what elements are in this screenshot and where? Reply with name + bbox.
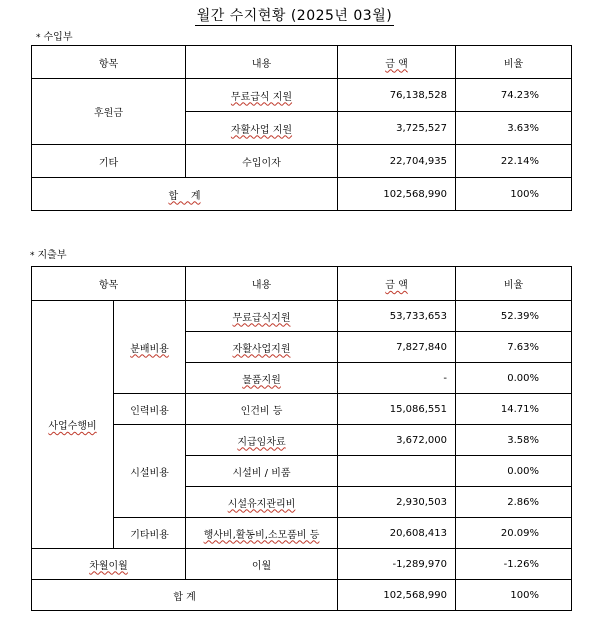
expense-group-distribution: 분배비용 <box>114 301 186 394</box>
expense-content: 물품지원 <box>186 363 338 394</box>
expense-amount: 20,608,413 <box>338 518 456 549</box>
expense-header-item: 항목 <box>32 267 186 301</box>
income-total-label: 합 계 <box>32 178 338 211</box>
expense-content: 무료급식지원 <box>186 301 338 332</box>
expense-carryover-row <box>32 549 572 580</box>
expense-content: 행사비,활동비,소모품비 등 <box>186 518 338 549</box>
expense-main-category: 사업수행비 <box>32 301 114 549</box>
expense-ratio: 20.09% <box>456 518 572 549</box>
expense-ratio: 3.58% <box>456 425 572 456</box>
expense-header-amount: 금 액 <box>338 267 456 301</box>
expense-header-ratio: 비율 <box>456 267 572 301</box>
income-amount: 3,725,527 <box>338 112 456 145</box>
expense-total-amount: 102,568,990 <box>338 580 456 611</box>
income-total-row <box>32 178 572 211</box>
expense-carryover-amount: -1,289,970 <box>338 549 456 580</box>
income-category: 기타 <box>32 145 186 178</box>
income-ratio: 3.63% <box>456 112 572 145</box>
expense-carryover-ratio: -1.26% <box>456 549 572 580</box>
income-content: 자활사업 지원 <box>186 112 338 145</box>
expense-row <box>32 301 572 332</box>
expense-carryover-label: 차월이월 <box>32 549 186 580</box>
income-table <box>31 45 572 211</box>
income-section-label: * 수입부 <box>36 32 73 43</box>
page-title-text: 월간 수지현황 (2025년 03월) <box>195 5 394 26</box>
income-category: 후원금 <box>32 79 186 145</box>
income-amount: 76,138,528 <box>338 79 456 112</box>
expense-amount: 2,930,503 <box>338 487 456 518</box>
expense-group-facility: 시설비용 <box>114 425 186 518</box>
expense-content: 시설비 / 비품 <box>186 456 338 487</box>
page-title <box>0 5 589 26</box>
expense-table <box>31 266 572 611</box>
expense-total-ratio: 100% <box>456 580 572 611</box>
income-content: 무료급식 지원 <box>186 79 338 112</box>
income-header-content: 내용 <box>186 46 338 79</box>
expense-content: 지급임차료 <box>186 425 338 456</box>
expense-header-content: 내용 <box>186 267 338 301</box>
expense-ratio: 52.39% <box>456 301 572 332</box>
expense-group-personnel: 인력비용 <box>114 394 186 425</box>
income-row <box>32 79 572 112</box>
income-header-item: 항목 <box>32 46 186 79</box>
expense-ratio: 2.86% <box>456 487 572 518</box>
expense-ratio: 0.00% <box>456 363 572 394</box>
expense-amount: 15,086,551 <box>338 394 456 425</box>
income-header-row <box>32 46 572 79</box>
expense-amount <box>338 456 456 487</box>
income-total-ratio: 100% <box>456 178 572 211</box>
income-header-amount: 금 액 <box>338 46 456 79</box>
income-row <box>32 145 572 178</box>
expense-content: 시설유지관리비 <box>186 487 338 518</box>
expense-content: 자활사업지원 <box>186 332 338 363</box>
expense-section-label: * 지출부 <box>30 250 67 261</box>
expense-ratio: 0.00% <box>456 456 572 487</box>
expense-amount: 7,827,840 <box>338 332 456 363</box>
expense-total-label: 합 계 <box>32 580 338 611</box>
income-content: 수입이자 <box>186 145 338 178</box>
expense-content: 인건비 등 <box>186 394 338 425</box>
income-header-ratio: 비율 <box>456 46 572 79</box>
expense-carryover-content: 이월 <box>186 549 338 580</box>
income-amount: 22,704,935 <box>338 145 456 178</box>
expense-amount: 3,672,000 <box>338 425 456 456</box>
expense-amount: 53,733,653 <box>338 301 456 332</box>
expense-header-row <box>32 267 572 301</box>
expense-total-row <box>32 580 572 611</box>
expense-ratio: 14.71% <box>456 394 572 425</box>
expense-amount: - <box>338 363 456 394</box>
income-total-amount: 102,568,990 <box>338 178 456 211</box>
expense-group-other: 기타비용 <box>114 518 186 549</box>
income-ratio: 74.23% <box>456 79 572 112</box>
income-ratio: 22.14% <box>456 145 572 178</box>
expense-ratio: 7.63% <box>456 332 572 363</box>
